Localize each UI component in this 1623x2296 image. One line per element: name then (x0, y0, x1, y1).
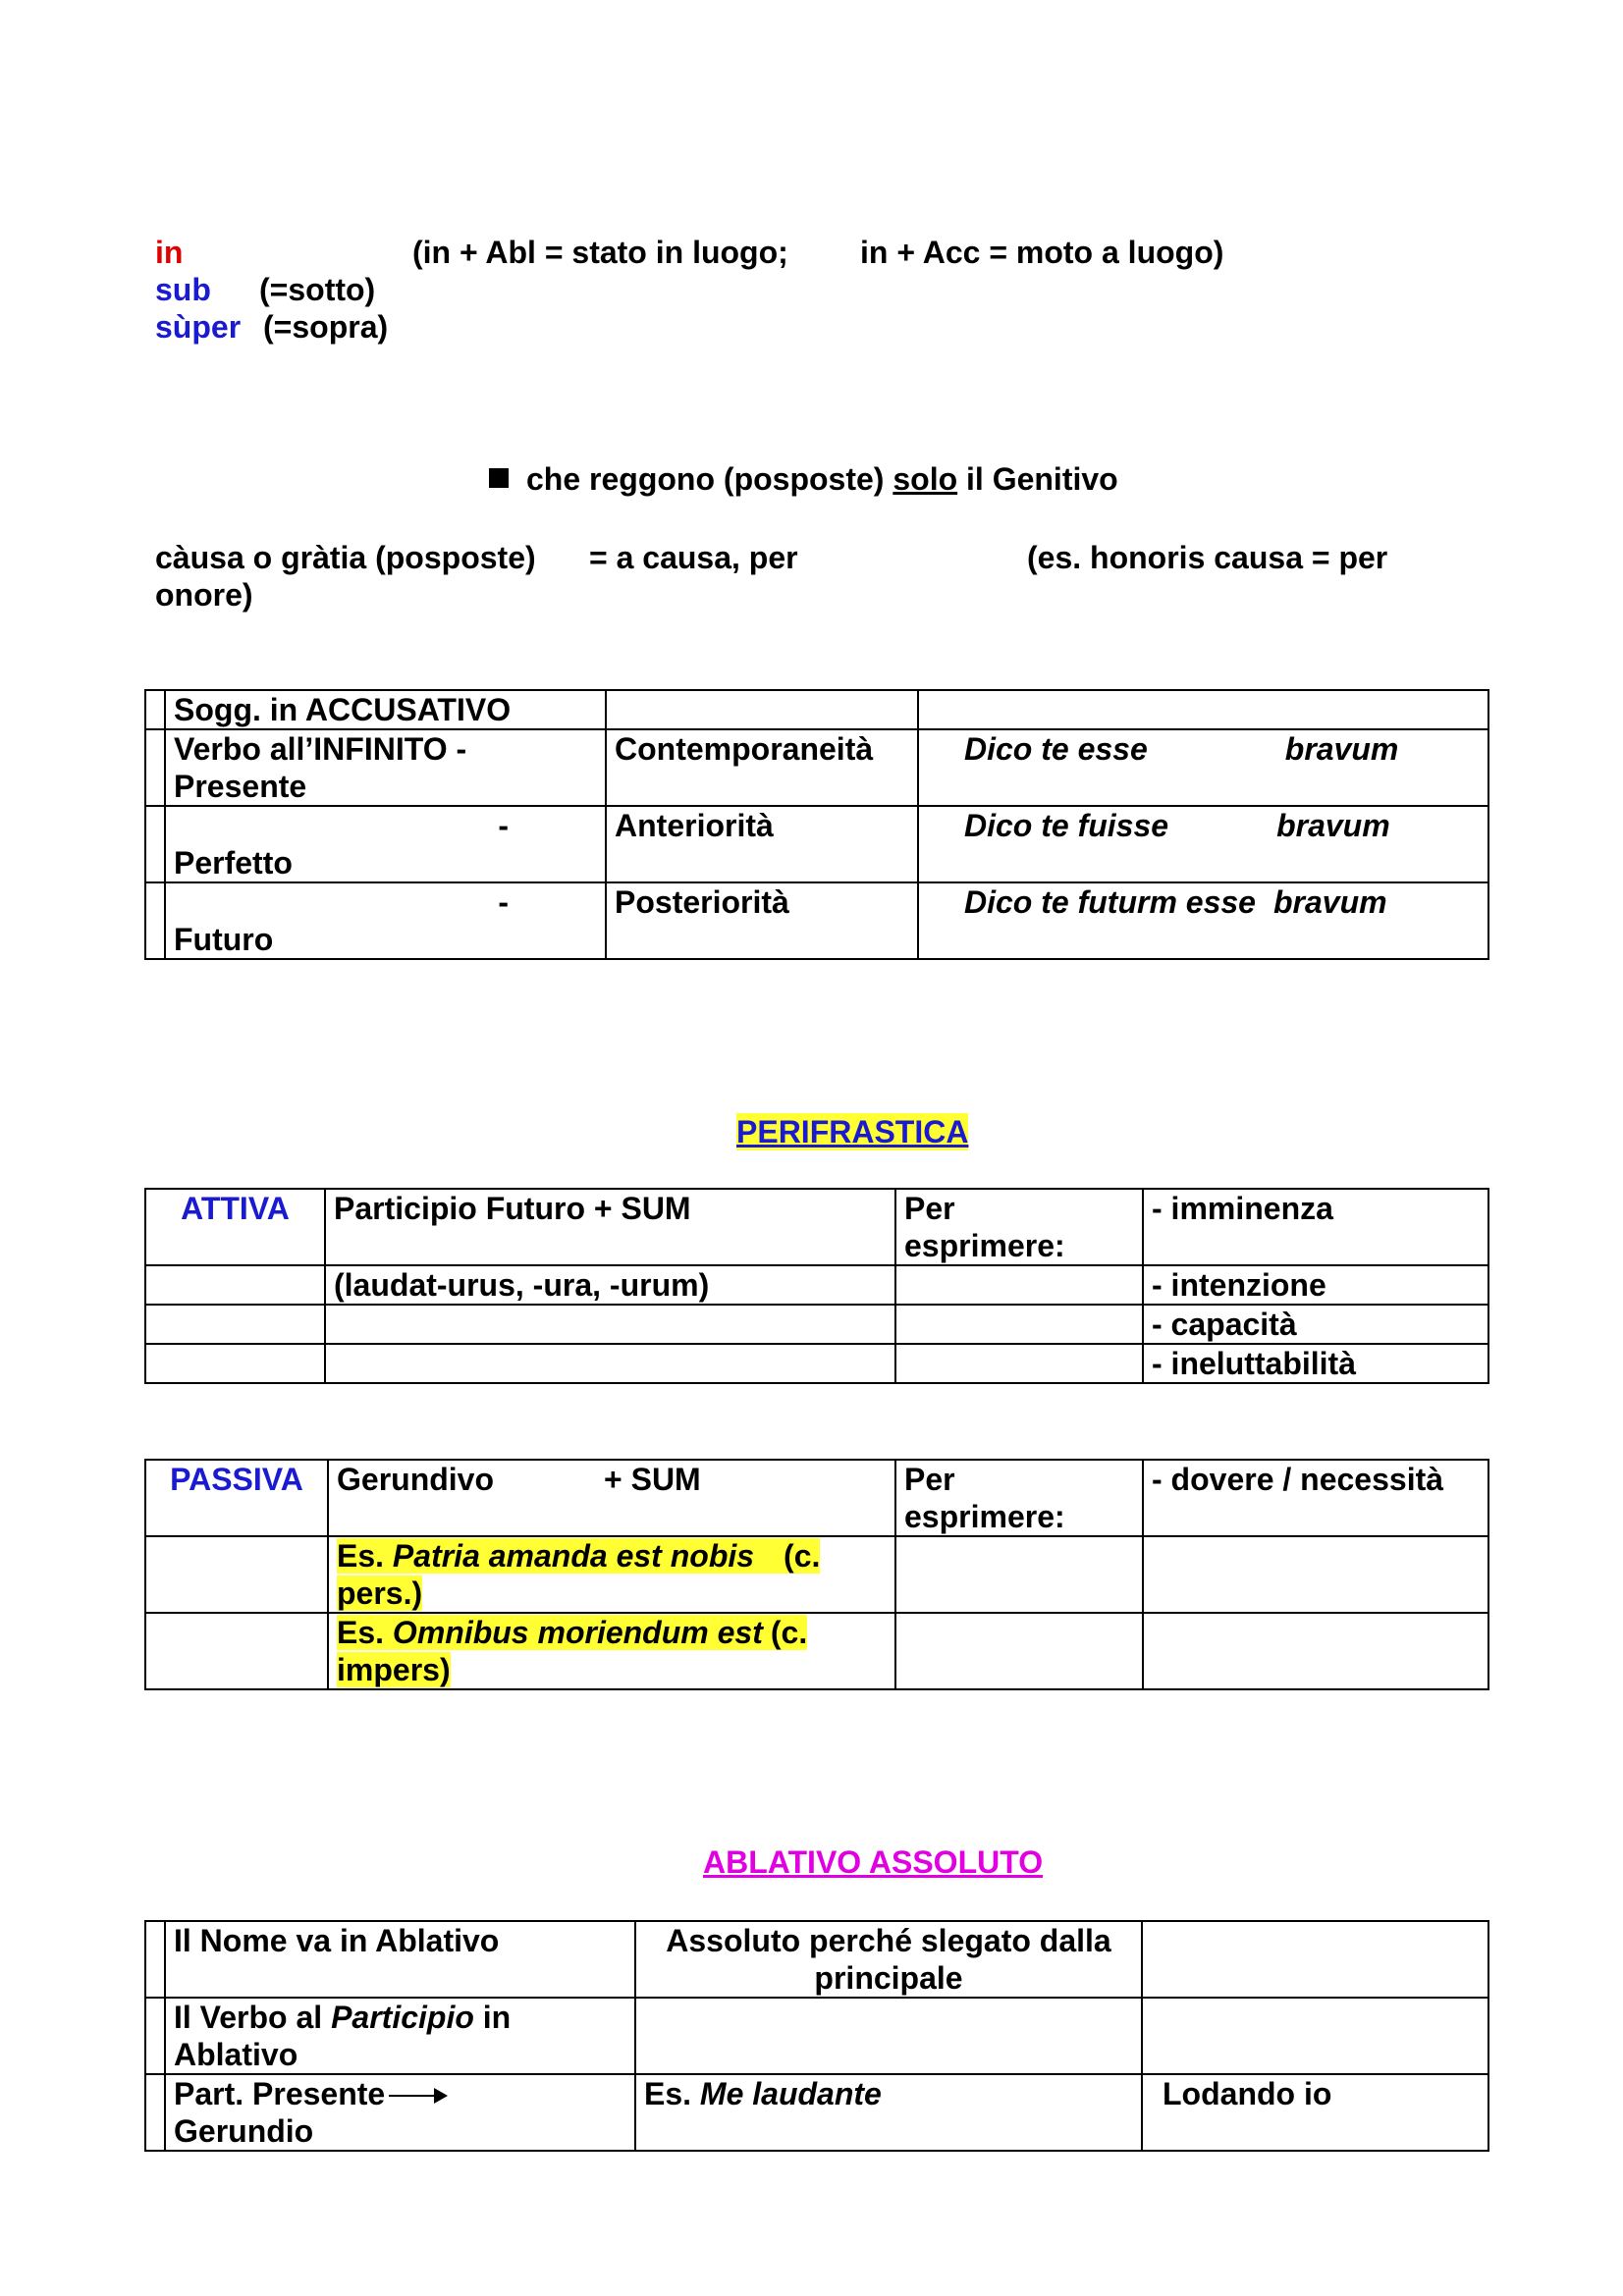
table-row (145, 2074, 1488, 2151)
table-row (145, 729, 1488, 806)
passiva-per-esprimere: Per esprimere: (895, 1460, 1143, 1536)
example-perfetto: Dico te fuisse bravum (918, 806, 1488, 882)
passiva-example-impersonal: Es. Omnibus moriendum est (c. impers) (328, 1613, 895, 1689)
causa-term: càusa o gràtia (posposte) (155, 540, 536, 575)
infinitive-verb: Verbo all’INFINITO - Presente (165, 729, 606, 806)
ablativo-title: ABLATIVO ASSOLUTO (703, 1844, 1044, 1880)
perifrastica-title: PERIFRASTICA (736, 1114, 969, 1149)
infinitive-table (144, 689, 1489, 960)
passiva-meaning: - dovere / necessità (1143, 1460, 1488, 1536)
genitive-heading: che reggono (posposte) solo il Genitivo (489, 460, 1118, 498)
table-row (145, 882, 1488, 959)
attiva-formula: Participio Futuro + SUM (325, 1189, 895, 1265)
infinitive-perfetto: - Perfetto (165, 806, 606, 882)
infinitive-subject: Sogg. in ACCUSATIVO (165, 690, 606, 729)
ablativo-table (144, 1920, 1489, 2152)
preposition-super: sùper (155, 309, 242, 345)
passiva-label: PASSIVA (145, 1460, 328, 1536)
table-row (145, 1344, 1488, 1383)
attiva-meaning-2: - intenzione (1143, 1265, 1488, 1305)
passiva-table (144, 1459, 1489, 1690)
infinitive-futuro: - Futuro (165, 882, 606, 959)
attiva-label: ATTIVA (145, 1189, 325, 1265)
ablativo-translation: Lodando io (1142, 2074, 1488, 2151)
table-row (145, 806, 1488, 882)
contemporaneita: Contemporaneità (606, 729, 918, 806)
preposition-sub-note: (=sotto) (259, 272, 376, 307)
causa-example: (es. honoris causa = per (1027, 540, 1388, 575)
causa-example-cont: onore) (155, 577, 253, 613)
table-row (145, 1613, 1488, 1689)
ablativo-assoluto-definition: Assoluto perché slegato dalla principale (635, 1921, 1142, 1998)
passiva-formula: Gerundivo + SUM (328, 1460, 895, 1536)
table-row (145, 1265, 1488, 1305)
ablativo-verbo: Il Verbo al Participio in Ablativo (165, 1998, 635, 2074)
anteriorita: Anteriorità (606, 806, 918, 882)
ablativo-example: Es. Me laudante (635, 2074, 1142, 2151)
example-presente: Dico te esse bravum (918, 729, 1488, 806)
arrow-right-icon (389, 2095, 444, 2097)
example-futuro: Dico te futurm esse bravum (918, 882, 1488, 959)
attiva-table (144, 1188, 1489, 1384)
table-row (145, 1460, 1488, 1536)
attiva-per-esprimere: Per esprimere: (895, 1189, 1143, 1265)
table-row (145, 1536, 1488, 1613)
attiva-meaning-1: - imminenza (1143, 1189, 1488, 1265)
table-row (145, 1998, 1488, 2074)
table-row (145, 1305, 1488, 1344)
causa-meaning: = a causa, per (589, 540, 798, 575)
posteriorita: Posteriorità (606, 882, 918, 959)
attiva-meaning-4: - ineluttabilità (1143, 1344, 1488, 1383)
ablativo-nome: Il Nome va in Ablativo (165, 1921, 635, 1998)
square-bullet-icon (489, 468, 509, 488)
preposition-sub: sub (155, 272, 211, 307)
attiva-meaning-3: - capacità (1143, 1305, 1488, 1344)
table-row (145, 690, 1488, 729)
table-row (145, 1921, 1488, 1998)
preposition-in-note-abl: (in + Abl = stato in luogo; (412, 235, 788, 270)
table-row (145, 1189, 1488, 1265)
preposition-in-note-acc: in + Acc = moto a luogo) (860, 235, 1224, 270)
passiva-example-personal: Es. Patria amanda est nobis (c. pers.) (328, 1536, 895, 1613)
attiva-example: (laudat-urus, -ura, -urum) (325, 1265, 895, 1305)
preposition-super-note: (=sopra) (263, 309, 389, 345)
ablativo-participio-presente: Part. Presente Gerundio (165, 2074, 635, 2151)
preposition-in: in (155, 235, 184, 270)
